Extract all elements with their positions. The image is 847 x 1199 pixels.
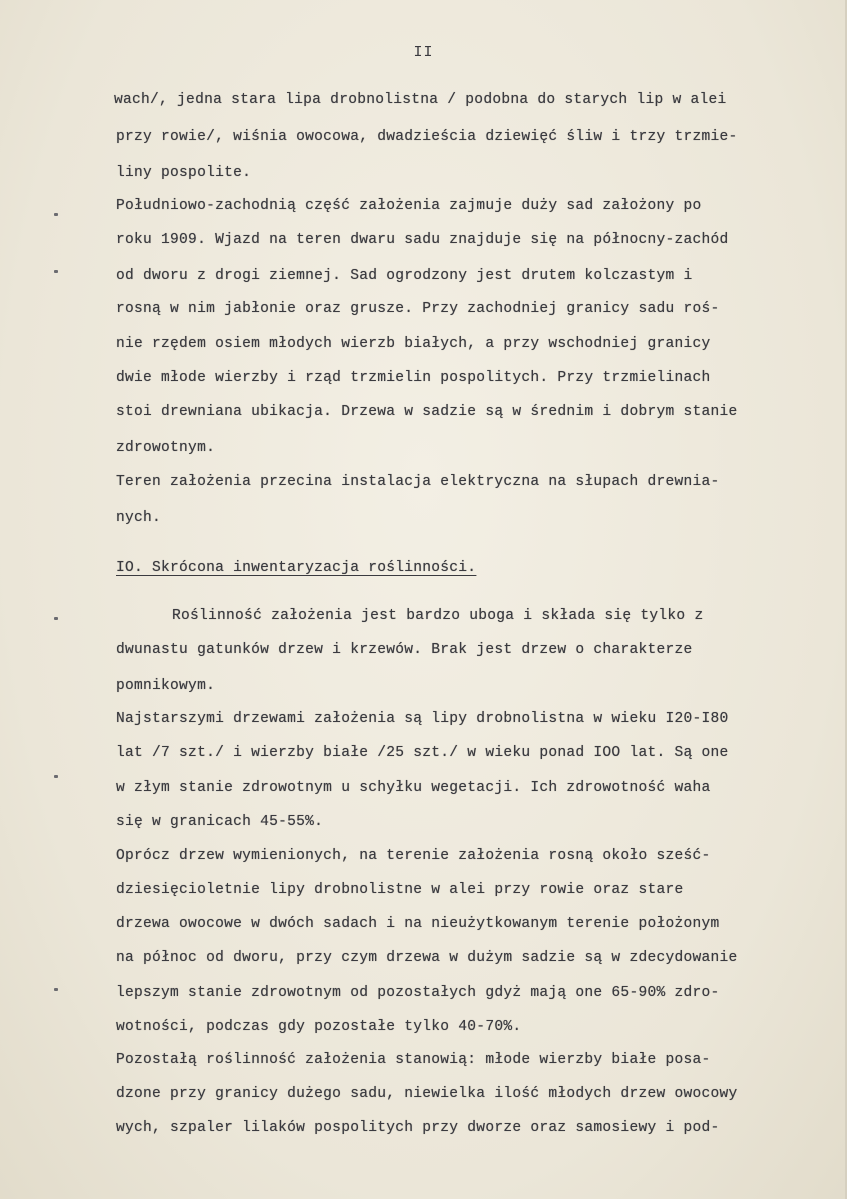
- margin-mark: [54, 270, 58, 273]
- text-line: dzone przy granicy dużego sadu, niewielka ilość młodych drzew owocowy: [116, 1086, 738, 1102]
- text-line: nych.: [116, 510, 162, 526]
- section-heading: IO. Skrócona inwentaryzacja roślinności.: [116, 560, 477, 576]
- text-line: Oprócz drzew wymienionych, na terenie założenia rosną około sześć-: [116, 848, 711, 864]
- text-line: od dworu z drogi ziemnej. Sad ogrodzony jest drutem kolczastym i: [116, 268, 693, 284]
- text-line: pomnikowym.: [116, 678, 216, 694]
- text-line: Najstarszymi drzewami założenia są lipy drobnolistna w wieku I20-I80: [116, 711, 729, 727]
- margin-mark: [54, 617, 58, 620]
- text-line: drzewa owocowe w dwóch sadach i na nieużytkowanym terenie położonym: [116, 916, 720, 932]
- text-line: w złym stanie zdrowotnym u schyłku wegetacji. Ich zdrowotność waha: [116, 780, 711, 796]
- text-line: dziesięcioletnie lipy drobnolistne w alei przy rowie oraz stare: [116, 882, 684, 898]
- text-line: lat /7 szt./ i wierzby białe /25 szt./ w wieku ponad IOO lat. Są one: [116, 745, 729, 761]
- text-line: Południowo-zachodnią część założenia zajmuje duży sad założony po: [116, 198, 702, 214]
- text-line: się w granicach 45-55%.: [116, 814, 324, 830]
- text-line: na północ od dworu, przy czym drzewa w dużym sadzie są w zdecydowanie: [116, 950, 738, 966]
- text-line: zdrowotnym.: [116, 440, 216, 456]
- text-line: dwunastu gatunków drzew i krzewów. Brak jest drzew o charakterze: [116, 642, 693, 658]
- margin-mark: [54, 213, 58, 216]
- text-line: liny pospolite.: [116, 165, 252, 181]
- text-line: roku 1909. Wjazd na teren dwaru sadu znajduje się na północny-zachód: [116, 232, 729, 248]
- text-line: Teren założenia przecina instalacja elektryczna na słupach drewnia-: [116, 474, 720, 490]
- page-number: II: [413, 44, 434, 61]
- text-line: przy rowie/, wiśnia owocowa, dwadzieścia dziewięć śliw i trzy trzmie-: [116, 129, 738, 145]
- text-line: rosną w nim jabłonie oraz grusze. Przy zachodniej granicy sadu roś-: [116, 301, 720, 317]
- margin-mark: [54, 988, 58, 991]
- text-line: dwie młode wierzby i rząd trzmielin pospolitych. Przy trzmielinach: [116, 370, 711, 386]
- text-line: wych, szpaler lilaków pospolitych przy dworze oraz samosiewy i pod-: [116, 1120, 720, 1136]
- text-line: Roślinność założenia jest bardzo uboga i składa się tylko z: [172, 608, 704, 624]
- text-line: Pozostałą roślinność założenia stanowią: młode wierzby białe posa-: [116, 1052, 711, 1068]
- text-line: stoi drewniana ubikacja. Drzewa w sadzie są w średnim i dobrym stanie: [116, 404, 738, 420]
- text-line: nie rzędem osiem młodych wierzb białych, a przy wschodniej granicy: [116, 336, 711, 352]
- text-line: wotności, podczas gdy pozostałe tylko 40-70%.: [116, 1019, 522, 1035]
- text-line: wach/, jedna stara lipa drobnolistna / podobna do starych lip w alei: [114, 92, 727, 108]
- text-line: lepszym stanie zdrowotnym od pozostałych gdyż mają one 65-90% zdro-: [116, 985, 720, 1001]
- margin-mark: [54, 775, 58, 778]
